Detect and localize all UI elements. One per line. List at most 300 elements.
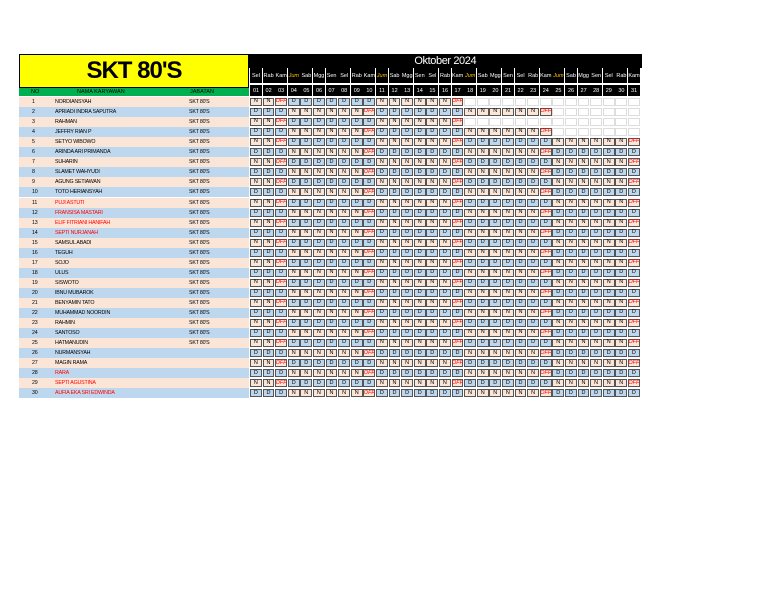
- shift-cell: N: [489, 128, 501, 136]
- shift-cell: D: [502, 279, 514, 287]
- employee-jabatan: SKT 80'S: [189, 139, 210, 146]
- shift-cell: N: [615, 158, 627, 166]
- shift-cell: N: [615, 379, 627, 387]
- shift-cell: D: [288, 379, 300, 387]
- shift-cell: N: [603, 158, 615, 166]
- shift-cell: N: [590, 158, 602, 166]
- employee-jabatan: SKT 80'S: [189, 279, 210, 286]
- shift-cell: D: [464, 219, 476, 227]
- shift-cell: D: [527, 158, 539, 166]
- employee-no: 5: [32, 139, 35, 146]
- employee-row: [19, 157, 249, 167]
- shift-cell: D: [313, 138, 325, 146]
- shift-cell: N: [615, 299, 627, 307]
- shift-cell: N: [565, 379, 577, 387]
- shift-cell: N: [326, 148, 338, 156]
- shift-cell: N: [502, 229, 514, 237]
- shift-cell: N: [351, 329, 363, 337]
- shift-cell: N: [351, 289, 363, 297]
- shift-cell: D: [590, 349, 602, 357]
- shift-cell: N: [489, 148, 501, 156]
- shift-cell: D: [338, 339, 350, 347]
- shift-cell: D: [502, 138, 514, 146]
- shift-cell: D: [414, 369, 426, 377]
- shift-cell: D: [464, 239, 476, 247]
- shift-cell: OFF: [452, 138, 463, 145]
- shift-cell: D: [300, 158, 312, 166]
- date-number: 23: [527, 85, 539, 96]
- shift-cell: N: [338, 209, 350, 217]
- shift-cell: D: [452, 128, 464, 136]
- shift-cell: D: [288, 138, 300, 146]
- shift-cell: D: [515, 319, 527, 327]
- shift-cell: N: [603, 379, 615, 387]
- shift-cell: N: [389, 158, 401, 166]
- employee-row: [19, 358, 249, 368]
- shift-cell: N: [489, 349, 501, 357]
- shift-cell: D: [414, 168, 426, 176]
- shift-cell: [590, 108, 602, 116]
- shift-cell: N: [338, 309, 350, 317]
- employee-name: BENYAMIN TATO: [55, 300, 95, 306]
- shift-cell: D: [376, 128, 388, 136]
- shift-cell: N: [263, 219, 275, 227]
- shift-cell: N: [250, 259, 262, 267]
- employee-name: ULUS: [55, 269, 69, 276]
- shift-cell: OFF: [363, 269, 375, 276]
- shift-cell: D: [338, 239, 350, 247]
- shift-cell: [565, 108, 577, 116]
- shift-cell: D: [326, 299, 338, 307]
- shift-cell: D: [250, 128, 262, 136]
- shift-cell: N: [288, 389, 300, 397]
- shift-cell: [578, 128, 590, 136]
- shift-cell: D: [313, 239, 325, 247]
- shift-cell: N: [389, 219, 401, 227]
- shift-cell: N: [615, 178, 627, 186]
- shift-cell: N: [426, 138, 438, 146]
- shift-cell: N: [263, 178, 275, 186]
- shift-cell: N: [389, 138, 401, 146]
- employee-no: 1: [32, 99, 35, 105]
- shift-cell: N: [426, 379, 438, 387]
- shift-cell: D: [540, 158, 552, 166]
- date-number: 21: [502, 85, 514, 96]
- shift-cell: OFF: [628, 319, 640, 326]
- employee-name: SETYO WIBOWO: [55, 139, 96, 146]
- shift-cell: D: [464, 259, 476, 267]
- shift-cell: D: [313, 219, 325, 227]
- shift-cell: D: [326, 118, 338, 126]
- shift-cell: N: [439, 138, 451, 146]
- shift-cell: D: [363, 239, 375, 247]
- shift-cell: D: [351, 259, 363, 267]
- shift-cell: [515, 118, 527, 126]
- shift-cell: D: [439, 108, 451, 116]
- employee-jabatan: SKT 80'S: [189, 119, 210, 126]
- shift-cell: N: [288, 309, 300, 317]
- shift-cell: D: [489, 319, 501, 327]
- shift-cell: D: [426, 349, 438, 357]
- shift-cell: N: [502, 329, 514, 337]
- shift-cell: OFF: [363, 329, 375, 336]
- shift-cell: N: [300, 389, 312, 397]
- shift-cell: N: [426, 158, 438, 166]
- employee-no: 3: [32, 119, 35, 126]
- shift-cell: D: [590, 309, 602, 317]
- shift-cell: [603, 118, 615, 126]
- shift-cell: D: [376, 229, 388, 237]
- shift-cell: OFF: [452, 238, 463, 245]
- employee-no: 4: [32, 129, 35, 136]
- shift-cell: OFF: [452, 279, 463, 286]
- shift-cell: D: [376, 329, 388, 337]
- shift-cell: N: [338, 269, 350, 277]
- shift-cell: [615, 128, 627, 136]
- employee-no: 17: [32, 259, 38, 266]
- shift-cell: N: [338, 249, 350, 257]
- shift-cell: D: [263, 188, 275, 196]
- shift-cell: OFF: [540, 108, 552, 115]
- shift-cell: N: [603, 299, 615, 307]
- day-name: Kam: [275, 68, 287, 83]
- shift-cell: D: [263, 148, 275, 156]
- employee-no: 20: [32, 289, 38, 296]
- shift-cell: D: [288, 98, 300, 106]
- shift-cell: N: [313, 229, 325, 237]
- employee-name: SLAMET WAHYUDI: [55, 169, 100, 176]
- shift-cell: N: [565, 138, 577, 146]
- shift-cell: OFF: [275, 118, 287, 125]
- shift-cell: N: [464, 209, 476, 217]
- shift-cell: D: [414, 188, 426, 196]
- shift-cell: N: [250, 319, 262, 327]
- shift-cell: OFF: [363, 309, 375, 316]
- shift-cell: OFF: [540, 289, 552, 296]
- employee-name: PUJI ASTUTI: [55, 199, 85, 206]
- shift-cell: D: [565, 329, 577, 337]
- shift-cell: N: [401, 279, 413, 287]
- shift-cell: N: [250, 158, 262, 166]
- shift-cell: N: [250, 239, 262, 247]
- shift-cell: D: [288, 259, 300, 267]
- shift-cell: OFF: [628, 198, 640, 205]
- shift-cell: [603, 108, 615, 116]
- shift-cell: D: [263, 369, 275, 377]
- shift-cell: D: [527, 138, 539, 146]
- shift-cell: [615, 108, 627, 116]
- shift-cell: [477, 118, 489, 126]
- employee-name: NORDIANSYAH: [55, 99, 92, 105]
- shift-cell: N: [527, 289, 539, 297]
- date-number: 08: [338, 85, 350, 96]
- date-number: 15: [426, 85, 438, 96]
- shift-cell: [565, 118, 577, 126]
- shift-cell: N: [376, 158, 388, 166]
- shift-cell: N: [426, 339, 438, 347]
- employee-jabatan: SKT 80'S: [189, 149, 210, 156]
- shift-cell: D: [338, 379, 350, 387]
- shift-cell: N: [578, 178, 590, 186]
- shift-cell: N: [414, 359, 426, 367]
- shift-cell: N: [477, 168, 489, 176]
- employee-jabatan: SKT 80'S: [189, 169, 210, 176]
- shift-cell: D: [338, 299, 350, 307]
- shift-cell: [527, 118, 539, 126]
- shift-cell: D: [515, 359, 527, 367]
- shift-cell: D: [615, 269, 627, 277]
- shift-cell: N: [414, 118, 426, 126]
- shift-cell: OFF: [452, 319, 463, 326]
- shift-cell: D: [540, 279, 552, 287]
- shift-cell: N: [376, 359, 388, 367]
- shift-cell: N: [313, 209, 325, 217]
- shift-cell: D: [439, 369, 451, 377]
- shift-cell: N: [552, 158, 564, 166]
- shift-cell: D: [464, 158, 476, 166]
- shift-cell: N: [565, 339, 577, 347]
- shift-cell: D: [313, 299, 325, 307]
- shift-cell: D: [300, 339, 312, 347]
- date-number: 18: [464, 85, 476, 96]
- shift-cell: D: [326, 339, 338, 347]
- shift-cell: OFF: [540, 128, 552, 135]
- shift-cell: D: [275, 168, 287, 176]
- shift-cell: N: [338, 389, 350, 397]
- shift-cell: D: [288, 279, 300, 287]
- shift-cell: N: [515, 389, 527, 397]
- shift-cell: N: [502, 108, 514, 116]
- shift-cell: N: [439, 219, 451, 227]
- shift-cell: D: [275, 369, 287, 377]
- employee-no: 28: [32, 370, 38, 377]
- shift-cell: D: [489, 259, 501, 267]
- shift-cell: D: [263, 289, 275, 297]
- shift-cell: D: [300, 259, 312, 267]
- shift-cell: N: [489, 369, 501, 377]
- shift-cell: D: [300, 199, 312, 207]
- shift-cell: N: [376, 279, 388, 287]
- shift-cell: D: [389, 369, 401, 377]
- shift-cell: N: [338, 369, 350, 377]
- shift-cell: N: [477, 188, 489, 196]
- shift-cell: N: [376, 299, 388, 307]
- shift-cell: N: [300, 309, 312, 317]
- employee-jabatan: SKT 80'S: [189, 310, 210, 317]
- shift-cell: N: [590, 299, 602, 307]
- shift-cell: D: [552, 289, 564, 297]
- shift-cell: N: [351, 108, 363, 116]
- shift-cell: D: [615, 209, 627, 217]
- shift-cell: N: [502, 349, 514, 357]
- shift-cell: N: [313, 389, 325, 397]
- employee-jabatan: SKT 80'S: [189, 189, 210, 196]
- shift-cell: D: [552, 389, 564, 397]
- shift-cell: D: [615, 249, 627, 257]
- employee-name: TOTO HERIANSYAH: [55, 189, 103, 196]
- shift-cell: N: [552, 299, 564, 307]
- shift-cell: D: [489, 339, 501, 347]
- shift-cell: D: [363, 158, 375, 166]
- employee-row: [19, 97, 249, 107]
- shift-cell: D: [439, 148, 451, 156]
- employee-no: 10: [32, 189, 38, 196]
- shift-cell: D: [426, 389, 438, 397]
- shift-cell: N: [288, 108, 300, 116]
- shift-cell: N: [502, 269, 514, 277]
- shift-cell: N: [351, 349, 363, 357]
- shift-cell: OFF: [452, 178, 463, 185]
- shift-cell: N: [401, 118, 413, 126]
- shift-cell: OFF: [363, 168, 375, 175]
- shift-cell: D: [313, 178, 325, 186]
- shift-cell: D: [603, 229, 615, 237]
- shift-cell: D: [565, 269, 577, 277]
- shift-cell: N: [590, 138, 602, 146]
- shift-cell: D: [515, 259, 527, 267]
- shift-cell: D: [288, 359, 300, 367]
- shift-cell: D: [578, 249, 590, 257]
- shift-cell: N: [389, 319, 401, 327]
- day-name: Sel: [338, 68, 350, 83]
- shift-cell: D: [389, 148, 401, 156]
- shift-cell: N: [464, 309, 476, 317]
- shift-cell: [552, 118, 564, 126]
- shift-cell: D: [527, 379, 539, 387]
- shift-cell: N: [489, 209, 501, 217]
- shift-cell: D: [603, 188, 615, 196]
- employee-row: [19, 338, 249, 348]
- shift-cell: D: [426, 188, 438, 196]
- shift-cell: D: [628, 148, 640, 156]
- employee-row: [19, 218, 249, 228]
- shift-cell: D: [603, 349, 615, 357]
- shift-cell: D: [552, 309, 564, 317]
- shift-cell: D: [363, 199, 375, 207]
- shift-cell: D: [502, 299, 514, 307]
- employee-row: [19, 147, 249, 157]
- shift-cell: N: [338, 229, 350, 237]
- shift-cell: D: [489, 359, 501, 367]
- shift-cell: D: [313, 259, 325, 267]
- shift-cell: D: [288, 158, 300, 166]
- shift-cell: N: [326, 309, 338, 317]
- shift-cell: N: [401, 158, 413, 166]
- shift-cell: D: [250, 309, 262, 317]
- shift-cell: N: [578, 138, 590, 146]
- shift-cell: N: [250, 98, 262, 106]
- shift-cell: N: [426, 199, 438, 207]
- shift-cell: N: [590, 219, 602, 227]
- shift-cell: N: [300, 108, 312, 116]
- shift-cell: N: [464, 329, 476, 337]
- shift-cell: D: [603, 289, 615, 297]
- employee-name: IBNU MUBAROK: [55, 289, 94, 296]
- shift-cell: N: [565, 158, 577, 166]
- shift-cell: D: [376, 209, 388, 217]
- shift-cell: D: [426, 128, 438, 136]
- shift-cell: [477, 98, 489, 106]
- shift-cell: N: [552, 178, 564, 186]
- shift-cell: D: [414, 128, 426, 136]
- shift-cell: D: [464, 279, 476, 287]
- shift-cell: D: [401, 229, 413, 237]
- shift-cell: D: [288, 219, 300, 227]
- shift-cell: D: [376, 349, 388, 357]
- shift-cell: N: [590, 178, 602, 186]
- shift-cell: OFF: [540, 168, 552, 175]
- shift-cell: N: [263, 299, 275, 307]
- shift-cell: N: [552, 279, 564, 287]
- shift-cell: OFF: [275, 218, 287, 225]
- shift-cell: D: [351, 219, 363, 227]
- shift-cell: D: [615, 349, 627, 357]
- employee-row: [19, 198, 249, 208]
- shift-cell: N: [439, 98, 451, 106]
- shift-cell: N: [464, 249, 476, 257]
- shift-cell: N: [515, 329, 527, 337]
- shift-cell: D: [275, 128, 287, 136]
- employee-jabatan: SKT 80'S: [189, 330, 210, 337]
- shift-cell: D: [515, 178, 527, 186]
- shift-cell: N: [389, 379, 401, 387]
- employee-no: 8: [32, 169, 35, 176]
- shift-cell: D: [326, 178, 338, 186]
- shift-cell: N: [477, 128, 489, 136]
- day-name: Sel: [250, 68, 262, 83]
- shift-cell: D: [401, 289, 413, 297]
- shift-cell: N: [250, 339, 262, 347]
- shift-cell: D: [464, 359, 476, 367]
- shift-cell: D: [263, 128, 275, 136]
- shift-cell: N: [263, 98, 275, 106]
- shift-cell: D: [452, 329, 464, 337]
- shift-cell: D: [578, 209, 590, 217]
- shift-cell: D: [477, 219, 489, 227]
- shift-cell: D: [389, 389, 401, 397]
- shift-cell: D: [250, 209, 262, 217]
- shift-cell: N: [426, 359, 438, 367]
- shift-cell: D: [363, 178, 375, 186]
- shift-cell: D: [401, 128, 413, 136]
- shift-cell: [527, 98, 539, 106]
- shift-cell: D: [250, 108, 262, 116]
- employee-row: [19, 137, 249, 147]
- shift-cell: N: [489, 329, 501, 337]
- shift-cell: D: [275, 309, 287, 317]
- shift-cell: D: [389, 209, 401, 217]
- shift-cell: N: [603, 178, 615, 186]
- employee-no: 19: [32, 279, 38, 286]
- shift-cell: N: [565, 279, 577, 287]
- shift-cell: D: [439, 289, 451, 297]
- shift-cell: N: [351, 389, 363, 397]
- shift-cell: N: [527, 128, 539, 136]
- shift-cell: D: [389, 128, 401, 136]
- shift-cell: OFF: [452, 98, 463, 105]
- shift-cell: N: [300, 289, 312, 297]
- shift-cell: N: [527, 389, 539, 397]
- shift-cell: D: [590, 289, 602, 297]
- shift-cell: D: [376, 309, 388, 317]
- shift-cell: N: [527, 249, 539, 257]
- shift-cell: D: [489, 158, 501, 166]
- shift-cell: N: [464, 168, 476, 176]
- shift-cell: D: [552, 269, 564, 277]
- shift-cell: [540, 118, 552, 126]
- date-number: 31: [628, 85, 640, 96]
- shift-cell: D: [603, 389, 615, 397]
